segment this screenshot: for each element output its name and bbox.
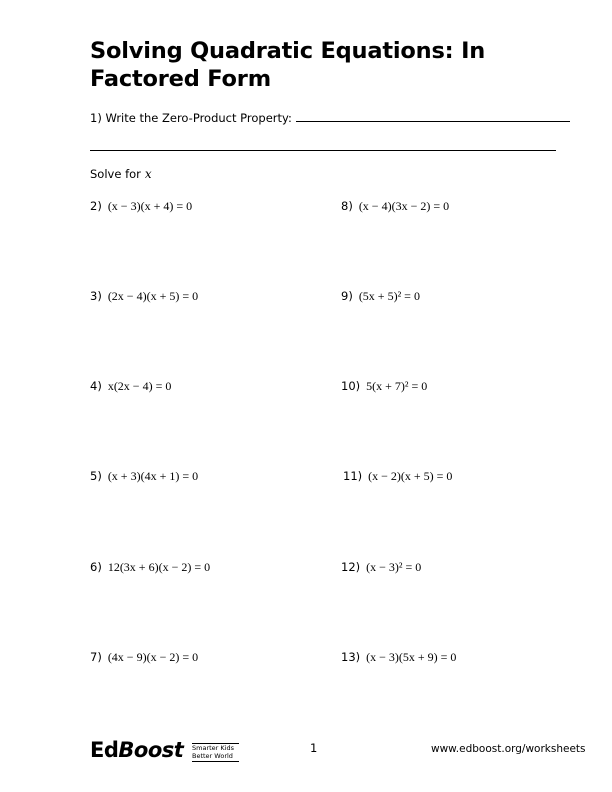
problem-equation: (x − 2)(x + 5) = 0 (368, 469, 453, 483)
problem-equation: 5(x + 7)² = 0 (366, 379, 428, 393)
problem-equation: (x − 3)² = 0 (366, 560, 422, 574)
solve-for-instruction (90, 167, 152, 181)
problem-10 (341, 379, 427, 394)
problem-number: 11) (343, 469, 363, 483)
problem-number: 12) (341, 560, 361, 574)
tagline-line-2: Better World (192, 752, 233, 760)
problem-number: 4) (90, 379, 102, 393)
logo-tagline (192, 743, 239, 762)
page-number: 1 (310, 741, 318, 755)
footer-url: www.edboost.org/worksheets (431, 743, 586, 755)
problem-equation: (x − 4)(3x − 2) = 0 (358, 199, 450, 213)
problem-number: 10) (341, 379, 361, 393)
solve-for-label: Solve for (90, 167, 141, 181)
logo-ed: Ed (90, 738, 119, 762)
problem-equation: (5x + 5)² = 0 (358, 289, 420, 303)
problem-4 (90, 379, 171, 394)
problem-equation: x(2x − 4) = 0 (107, 379, 172, 393)
problem-number: 13) (341, 650, 361, 664)
problem-13 (341, 650, 456, 665)
problem-number: 7) (90, 650, 102, 664)
problem-2 (90, 199, 192, 214)
problem-number: 2) (90, 199, 102, 213)
problem-number: 8) (341, 199, 353, 213)
problem-number: 6) (90, 560, 102, 574)
edboost-logo (90, 738, 183, 762)
problem-5 (90, 469, 198, 484)
tagline-line-1: Smarter Kids (192, 744, 234, 752)
problem-7 (90, 650, 198, 665)
problem-equation: (4x − 9)(x − 2) = 0 (107, 650, 199, 664)
question-1 (90, 109, 570, 125)
problem-6 (90, 560, 210, 575)
problem-3 (90, 289, 198, 304)
page-title: Solving Quadratic Equations: In Factored Form (90, 38, 486, 92)
solve-for-variable: x (144, 167, 152, 181)
question-1-label: 1) Write the Zero-Product Property: (90, 111, 292, 125)
problem-equation: (x − 3)(5x + 9) = 0 (366, 650, 457, 664)
problem-equation: (x + 3)(4x + 1) = 0 (107, 469, 199, 483)
problem-equation: (x − 3)(x + 4) = 0 (107, 199, 193, 213)
answer-line-2 (90, 150, 556, 151)
logo-boost: Boost (118, 738, 184, 762)
problem-equation: (2x − 4)(x + 5) = 0 (107, 289, 199, 303)
problem-8 (341, 199, 449, 214)
problem-number: 5) (90, 469, 102, 483)
problem-9 (341, 289, 420, 304)
problem-equation: 12(3x + 6)(x − 2) = 0 (107, 560, 211, 574)
answer-line (296, 109, 570, 122)
problem-number: 3) (90, 289, 102, 303)
problem-11 (343, 469, 452, 484)
problem-12 (341, 560, 421, 575)
problem-number: 9) (341, 289, 353, 303)
